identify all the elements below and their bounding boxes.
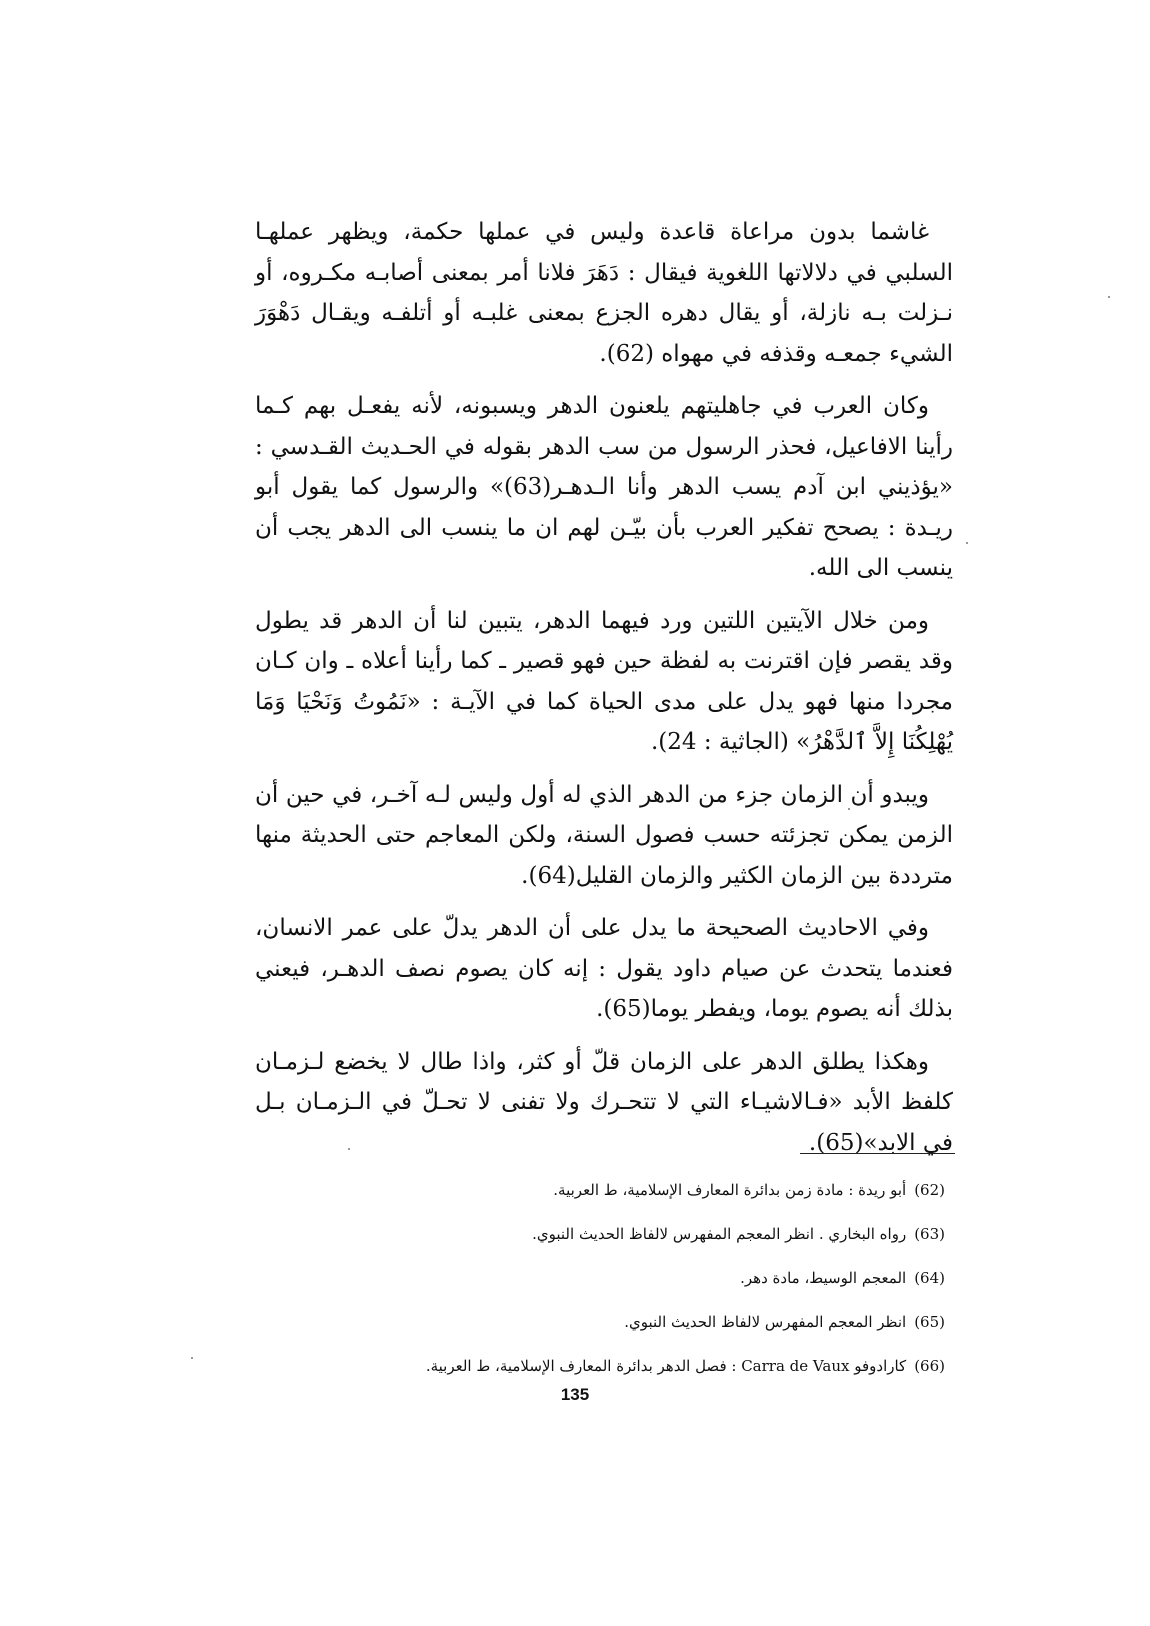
paragraph-2: وكان العرب في جاهليتهم يلعنون الدهر ويسبونه، لأنه يفعـل بهم كـما رأينا الافاعيل، فحذر الرسول من سب الدهر بقوله في الحـديث القـدسي : «يؤذيني ابن آدم يسب الدهر وأنا الـدهـر(63)» والرسول كما يقول أبو ريـدة : يصحح تفكير العرب بأن بيّـن لهم ان ما ينسب الى الدهر يجب أن ينسب الى الله. [255, 393, 954, 581]
footnote-number: (62) [914, 1181, 945, 1199]
footnote-number: (63) [914, 1225, 945, 1243]
paragraph-5: وفي الاحاديث الصحيحة ما يدل على أن الدهر يدلّ على عمر الانسان، فعندما يتحدث عن صيام داود يقول : إنه كان يصوم نصف الدهـر، فيعني بذلك أنه يصوم يوما، ويفطر يوما(65). [255, 915, 953, 1022]
footnote-62 [255, 1168, 945, 1212]
paragraph-3: ومن خلال الآيتين اللتين ورد فيهما الدهر، يتبين لنا أن الدهر قد يطول وقد يقصر فإن اقترنت به لفظة حين فهو قصير ـ كما رأينا أعلاه ـ وان كـان مجردا منها فهو يدل على مدى الحياة كما في الآيـة : «نَمُوتُ وَنَحْيَا وَمَا يُهْلِكُنَا إِلاَّ ٱلدَّهْرُ» (الجاثية : 24). [255, 607, 953, 755]
footnote-divider [800, 1153, 955, 1154]
footnotes [255, 1168, 945, 1388]
scan-speck [191, 1357, 193, 1359]
footnote-63 [255, 1212, 945, 1256]
footnote-65 [255, 1300, 945, 1344]
footnote-number: (66) [914, 1357, 945, 1375]
scan-speck [848, 808, 850, 810]
page-number: 135 [560, 1385, 590, 1404]
footnote-text: انظر المعجم المفهرس لالفاظ الحديث النبوي. [624, 1313, 907, 1331]
body-text [255, 212, 953, 1175]
footnote-number: (65) [914, 1313, 945, 1331]
footnote-text: المعجم الوسيط، مادة دهر. [740, 1269, 907, 1287]
paragraph-6: وهكذا يطلق الدهر على الزمان قلّ أو كثر، واذا طال لا يخضع لـزمـان كلفظ الأبد «فـالاشيـاء التي لا تتحـرك ولا تفنى لا تحـلّ في الـزمـان بـل في الابد»(65). [255, 1048, 953, 1156]
scan-speck [966, 542, 968, 544]
scan-speck [1108, 296, 1110, 298]
footnote-text: رواه البخاري . انظر المعجم المفهرس لالفاظ الحديث النبوي. [532, 1225, 907, 1243]
footnote-66 [255, 1344, 945, 1388]
footnote-text: كارادوفو Carra de Vaux : فصل الدهر بدائرة المعارف الإسلامية، ط العربية. [425, 1357, 907, 1375]
footnote-64 [255, 1256, 945, 1300]
footnote-number: (64) [914, 1269, 945, 1287]
footnote-text: أبو ريدة : مادة زمن بدائرة المعارف الإسلامية، ط العربية. [553, 1181, 907, 1199]
paragraph-4: ويبدو أن الزمان جزء من الدهر الذي له أول وليس لـه آخـر، في حين أن الزمن يمكن تجزئته حسب فصول السنة، ولكن المعاجم حتى الحديثة منها مترددة بين الزمان الكثير والزمان القليل(64). [255, 781, 953, 889]
scan-speck [348, 1148, 350, 1150]
paragraph-1: غاشما بدون مراعاة قاعدة وليس في عملها حكمة، ويظهر عملهـا السلبي في دلالاتها اللغوية فيقال : دَهَرَ فلانا أمر بمعنى أصابـه مكـروه، أو نـزلت بـه نازلة، أو يقال دهره الجزع بمعنى غلبـه أو أتلفـه ويقـال دَهْوَرَ الشيء جمعـه وقذفه في مهواه (62). [255, 219, 953, 367]
